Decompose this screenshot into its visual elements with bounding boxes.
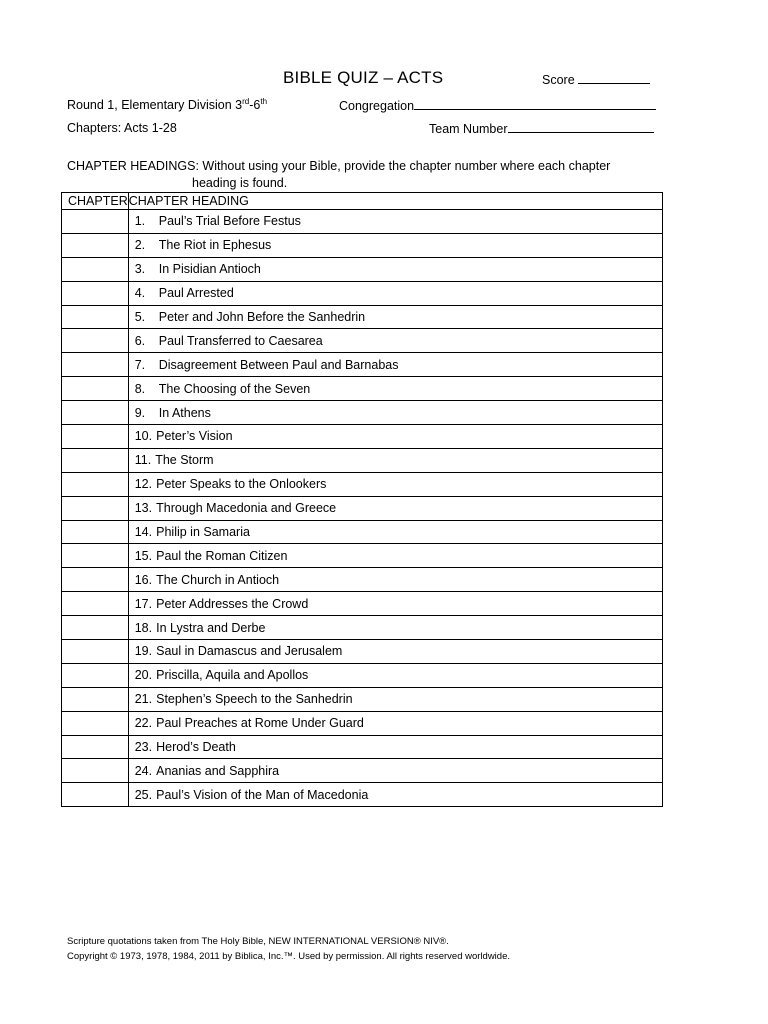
heading-number: 1.: [134, 214, 146, 229]
table-row: [62, 233, 663, 257]
chapter-heading-cell: [128, 783, 662, 807]
instructions: [67, 158, 610, 192]
heading-text: In Lystra and Derbe: [156, 620, 266, 635]
table-row: [62, 759, 663, 783]
heading-text: The Church in Antioch: [156, 572, 280, 587]
chapter-answer-cell[interactable]: [62, 353, 129, 377]
chapter-heading-cell: [128, 759, 662, 783]
table-row: [62, 281, 663, 305]
table-row: [62, 520, 663, 544]
chapter-answer-cell[interactable]: [62, 472, 129, 496]
heading-number: 8.: [134, 381, 146, 396]
chapter-heading-cell: [128, 257, 662, 281]
chapter-heading-cell: [128, 640, 662, 664]
heading-text: Stephen’s Speech to the Sanhedrin: [156, 692, 353, 707]
chapter-answer-cell[interactable]: [62, 233, 129, 257]
table-row: [62, 425, 663, 449]
table-row: [62, 353, 663, 377]
page-title: BIBLE QUIZ – ACTS: [283, 68, 444, 87]
table-row: [62, 711, 663, 735]
chapter-heading-cell: [128, 353, 662, 377]
heading-number: 20.: [134, 668, 153, 683]
chapter-answer-cell[interactable]: [62, 520, 129, 544]
heading-number: 5.: [134, 310, 146, 324]
chapter-answer-cell[interactable]: [62, 257, 129, 281]
heading-text: The Riot in Ephesus: [158, 238, 272, 253]
chapter-heading-cell: [128, 425, 662, 449]
instructions-line2: heading is found.: [192, 176, 288, 190]
chapter-answer-cell[interactable]: [62, 544, 129, 568]
heading-number: 18.: [134, 620, 153, 635]
heading-text: Peter’s Vision: [156, 429, 233, 444]
congregation-blank[interactable]: [414, 98, 656, 110]
chapter-answer-cell[interactable]: [62, 210, 129, 234]
chapter-heading-cell: [128, 520, 662, 544]
heading-number: 25.: [134, 787, 153, 802]
chapter-heading-cell: [128, 687, 662, 711]
table-row: [62, 472, 663, 496]
heading-text: Herod’s Death: [156, 740, 236, 755]
chapter-answer-cell[interactable]: [62, 496, 129, 520]
heading-text: Philip in Samaria: [156, 525, 250, 540]
chapter-heading-cell: [128, 544, 662, 568]
chapter-answer-cell[interactable]: [62, 592, 129, 616]
chapter-heading-cell: [128, 472, 662, 496]
heading-column-header: CHAPTER HEADING: [128, 193, 662, 210]
heading-number: 13.: [134, 501, 153, 516]
chapter-heading-cell: [128, 616, 662, 640]
heading-number: 16.: [134, 572, 153, 587]
team-number-label: Team Number: [429, 122, 508, 136]
table-row: [62, 329, 663, 353]
heading-number: 23.: [134, 740, 153, 755]
footer: [67, 934, 510, 964]
round-text: Round 1, Elementary Division 3: [67, 98, 243, 112]
chapter-heading-cell: [128, 233, 662, 257]
heading-number: 10.: [134, 429, 153, 444]
table-row: [62, 640, 663, 664]
table-header-row: [62, 193, 663, 210]
chapter-heading-cell: [128, 305, 662, 329]
heading-text: Paul the Roman Citizen: [156, 548, 288, 563]
chapter-heading-cell: [128, 711, 662, 735]
table-row: [62, 783, 663, 807]
heading-text: Ananias and Sapphira: [156, 763, 280, 778]
chapter-heading-cell: [128, 329, 662, 353]
heading-number: 11.: [134, 453, 152, 468]
heading-text: Paul’s Vision of the Man of Macedonia: [156, 787, 369, 802]
heading-number: 22.: [134, 716, 153, 731]
chapter-heading-cell: [128, 281, 662, 305]
chapter-heading-cell: [128, 377, 662, 401]
chapter-heading-cell: [128, 735, 662, 759]
heading-text: The Choosing of the Seven: [158, 381, 311, 396]
chapter-answer-cell[interactable]: [62, 759, 129, 783]
heading-text: Through Macedonia and Greece: [156, 501, 337, 516]
chapter-heading-cell: [128, 496, 662, 520]
chapter-heading-cell: [128, 448, 662, 472]
footer-line1: Scripture quotations taken from The Holy Bible, NEW INTERNATIONAL VERSION® NIV®.: [67, 936, 449, 947]
chapter-answer-cell[interactable]: [62, 305, 129, 329]
heading-number: 4.: [134, 286, 146, 301]
heading-text: Saul in Damascus and Jerusalem: [156, 644, 343, 659]
heading-text: Peter and John Before the Sanhedrin: [158, 310, 366, 324]
chapter-answer-cell[interactable]: [62, 711, 129, 735]
chapter-column-header: CHAPTER: [62, 193, 129, 210]
heading-text: In Pisidian Antioch: [158, 262, 261, 277]
heading-text: In Athens: [158, 405, 211, 420]
table-row: [62, 544, 663, 568]
chapter-heading-cell: [128, 592, 662, 616]
heading-text: The Storm: [155, 453, 214, 468]
heading-number: 24.: [134, 763, 153, 778]
round-info: [67, 98, 267, 112]
table-row: [62, 377, 663, 401]
heading-text: Paul’s Trial Before Festus: [158, 214, 301, 229]
table-row: [62, 496, 663, 520]
chapter-heading-cell: [128, 663, 662, 687]
heading-text: Peter Addresses the Crowd: [156, 596, 309, 611]
chapter-answer-cell[interactable]: [62, 329, 129, 353]
table-row: [62, 210, 663, 234]
heading-number: 15.: [134, 548, 153, 563]
chapter-answer-cell[interactable]: [62, 783, 129, 807]
round-sup-rd: rd: [242, 96, 250, 106]
chapter-heading-cell: [128, 401, 662, 425]
heading-number: 14.: [134, 525, 153, 540]
heading-number: 9.: [134, 405, 146, 420]
heading-number: 6.: [134, 333, 146, 348]
congregation-label: Congregation: [339, 99, 415, 113]
table-row: [62, 735, 663, 759]
heading-number: 21.: [134, 692, 153, 707]
heading-text: Priscilla, Aquila and Apollos: [156, 668, 309, 683]
chapter-answer-cell[interactable]: [62, 281, 129, 305]
chapters-info: Chapters: Acts 1-28: [67, 121, 177, 135]
chapter-heading-cell: [128, 210, 662, 234]
chapter-heading-cell: [128, 568, 662, 592]
chapter-answer-cell[interactable]: [62, 568, 129, 592]
team-number-field[interactable]: [429, 121, 654, 136]
chapter-answer-cell[interactable]: [62, 663, 129, 687]
team-number-blank[interactable]: [508, 121, 654, 133]
heading-number: 7.: [134, 357, 146, 372]
table-row: [62, 257, 663, 281]
round-mid: -6: [249, 98, 261, 112]
footer-line2: Copyright © 1973, 1978, 1984, 2011 by Biblica, Inc.™. Used by permission. All rights reserved worldwide.: [67, 951, 510, 962]
heading-text: Paul Arrested: [158, 286, 234, 301]
table-row: [62, 568, 663, 592]
round-sup-th: th: [260, 96, 268, 106]
table-row: [62, 305, 663, 329]
score-blank[interactable]: [578, 72, 650, 84]
chapter-answer-cell[interactable]: [62, 448, 129, 472]
heading-number: 12.: [134, 477, 153, 492]
table-row: [62, 592, 663, 616]
heading-text: Paul Transferred to Caesarea: [158, 333, 323, 348]
instructions-line1: CHAPTER HEADINGS: Without using your Bible, provide the chapter number where each chapter: [67, 159, 611, 173]
congregation-field[interactable]: [339, 98, 656, 113]
quiz-table: [61, 192, 663, 807]
heading-number: 19.: [134, 644, 153, 659]
table-row: [62, 616, 663, 640]
table-row: [62, 448, 663, 472]
table-row: [62, 687, 663, 711]
chapter-answer-cell[interactable]: [62, 687, 129, 711]
chapter-answer-cell[interactable]: [62, 377, 129, 401]
heading-number: 3.: [134, 262, 146, 277]
chapter-answer-cell[interactable]: [62, 616, 129, 640]
chapter-answer-cell[interactable]: [62, 401, 129, 425]
chapter-answer-cell[interactable]: [62, 735, 129, 759]
heading-number: 17.: [134, 596, 153, 611]
table-row: [62, 663, 663, 687]
heading-text: Peter Speaks to the Onlookers: [156, 477, 327, 492]
table-row: [62, 401, 663, 425]
heading-text: Disagreement Between Paul and Barnabas: [158, 357, 399, 372]
score-field[interactable]: [542, 72, 650, 87]
chapter-answer-cell[interactable]: [62, 425, 129, 449]
heading-text: Paul Preaches at Rome Under Guard: [156, 716, 364, 731]
score-label: Score: [542, 73, 575, 87]
heading-number: 2.: [134, 238, 146, 253]
chapter-answer-cell[interactable]: [62, 640, 129, 664]
